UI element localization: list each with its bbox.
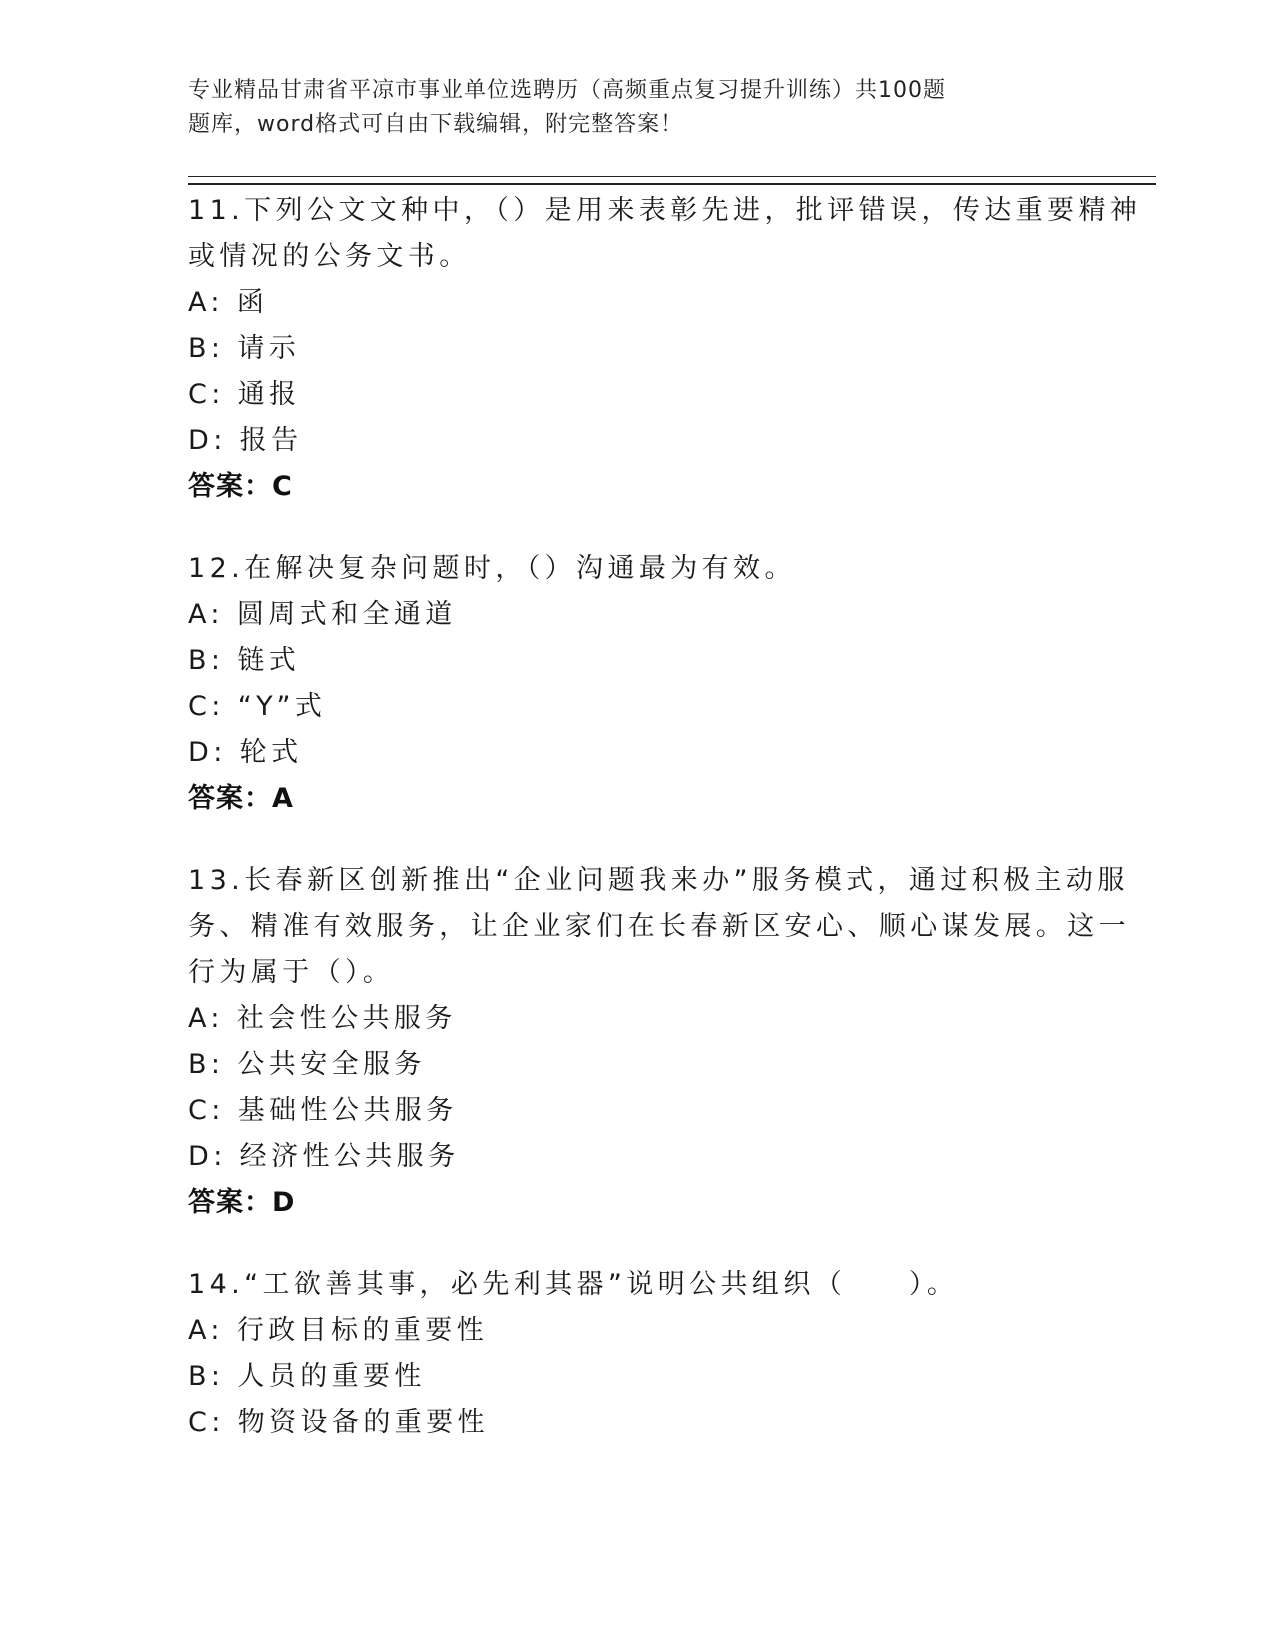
option-c: C: 物资设备的重要性 [188,1407,489,1438]
question-stem-line: 13.长春新区创新推出“企业问题我来办”服务模式，通过积极主动服 [188,865,1129,896]
header-line-2: 题库，word格式可自由下载编辑，附完整答案！ [188,112,684,137]
option-b: B: 链式 [188,645,301,676]
document-header [188,74,1048,142]
option-c: C: 通报 [188,379,301,410]
option-a: A: 圆周式和全通道 [188,599,457,630]
header-divider-top [188,176,1156,177]
question-stem-line: 务、精准有效服务，让企业家们在长春新区安心、顺心谋发展。这一 [188,911,1130,942]
question-list [188,188,1142,1482]
answer-line: 答案：C [188,471,293,502]
option-b: B: 公共安全服务 [188,1049,426,1080]
option-a: A: 社会性公共服务 [188,1003,457,1034]
option-b: B: 请示 [188,333,301,364]
answer-line: 答案：A [188,783,294,814]
option-c: C: 基础性公共服务 [188,1095,458,1126]
header-divider-bottom [188,183,1156,185]
question-stem-line: 11.下列公文文种中，（）是用来表彰先进，批评错误，传达重要精神 [188,195,1142,226]
question-stem-line: 行为属于（）。 [188,957,395,988]
question-13 [188,858,1130,1226]
question-14 [188,1262,1088,1446]
option-d: D: 经济性公共服务 [188,1141,460,1172]
answer-line: 答案：D [188,1187,296,1218]
question-stem-line: 12.在解决复杂问题时，（）沟通最为有效。 [188,553,796,584]
option-d: D: 报告 [188,425,303,456]
question-12 [188,546,1088,822]
question-stem-line: 或情况的公务文书。 [188,241,471,272]
option-c: C: “Y”式 [188,691,327,722]
header-line-1: 专业精品甘肃省平凉市事业单位选聘历（高频重点复习提升训练）共100题 [188,78,946,103]
option-d: D: 轮式 [188,737,303,768]
option-a: A: 函 [188,287,269,318]
question-11 [188,188,1142,510]
question-stem-line: 14.“工欲善其事，必先利其器”说明公共组织（ ）。 [188,1269,959,1300]
option-b: B: 人员的重要性 [188,1361,426,1392]
option-a: A: 行政目标的重要性 [188,1315,489,1346]
